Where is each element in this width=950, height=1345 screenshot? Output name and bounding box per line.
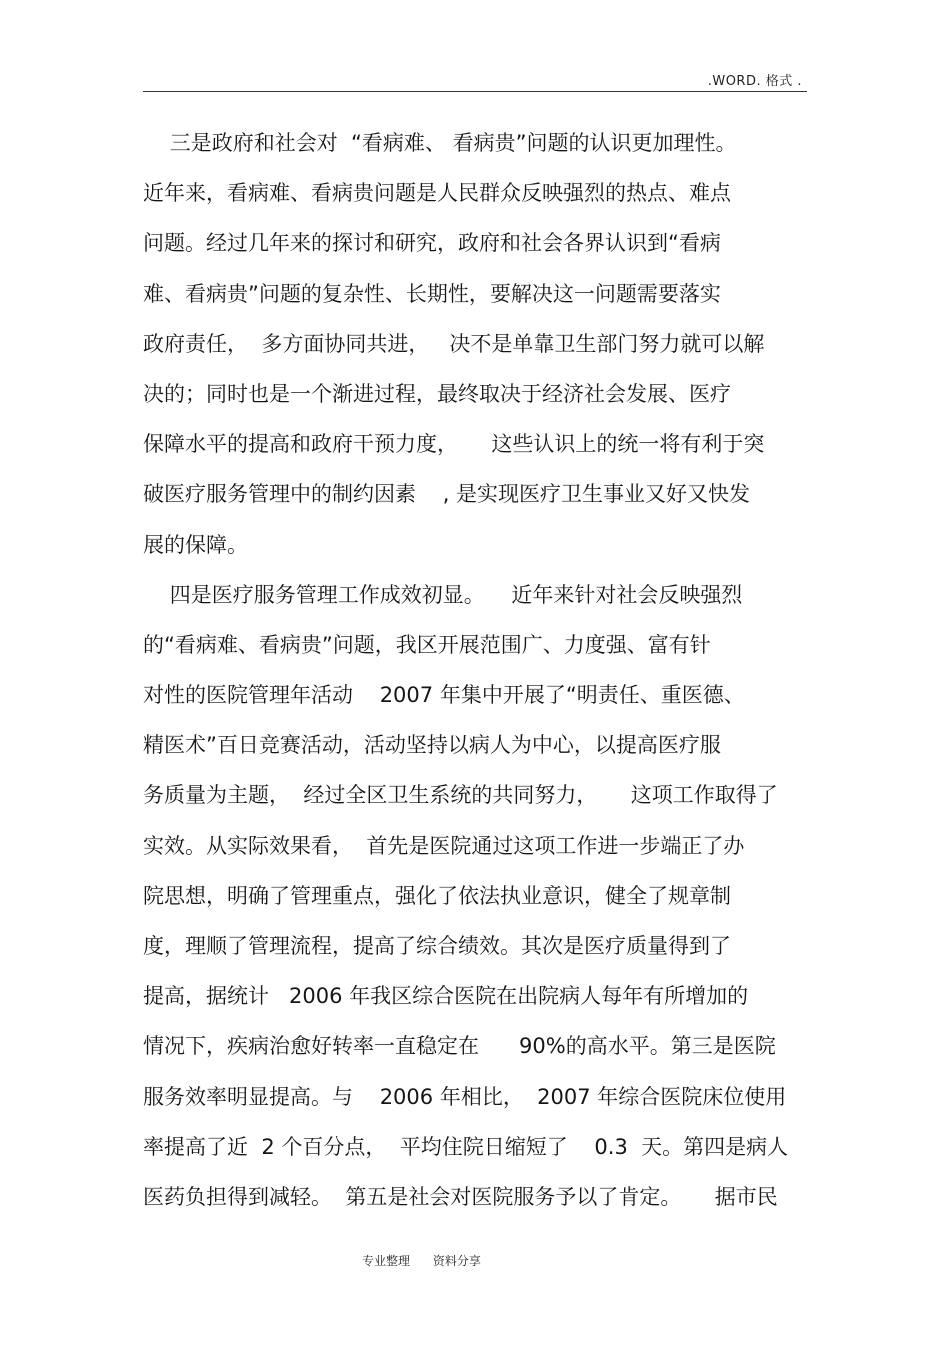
text-line: 破医疗服务管理中的制约因素 , 是实现医疗卫生事业又好又快发 — [143, 482, 751, 507]
text-line: 务质量为主题， 经过全区卫生系统的共同努力， 这项工作取得了 — [143, 783, 778, 808]
text-line: 对性的医院管理年活动 2007 年集中开展了“明责任、重医德、 — [143, 683, 745, 708]
text-line: 院思想，明确了管理重点，强化了依法执业意识，健全了规章制 — [143, 883, 731, 908]
text-line: 三是政府和社会对 “看病难、 看病贵”问题的认识更加理性。 — [143, 131, 737, 155]
text-line: 的“看病难、看病贵”问题，我区开展范围广、力度强、富有针 — [143, 632, 711, 657]
text-line: 医药负担得到减轻。 第五是社会对医院服务予以了肯定。 据市民 — [143, 1184, 778, 1209]
text-line: 服务效率明显提高。与 2006 年相比， 2007 年综合医院床位使用 — [143, 1084, 787, 1109]
page-footer: 专业整理 资料分享 — [362, 1254, 481, 1268]
text-line: 难、看病贵”问题的复杂性、长期性，要解决这一问题需要落实 — [143, 281, 721, 306]
text-line: 率提高了近 2 个百分点， 平均住院日缩短了 0.3 天。第四是病人 — [143, 1134, 789, 1159]
document-body — [143, 118, 823, 1222]
header-divider — [143, 91, 807, 92]
text-line: 四是医疗服务管理工作成效初显。 近年来针对社会反映强烈 — [143, 582, 743, 607]
text-line: 问题。经过几年来的探讨和研究，政府和社会各界认识到“看病 — [143, 231, 721, 256]
text-line: 情况下，疾病治愈好转率一直稳定在 90%的高水平。第三是医院 — [143, 1034, 776, 1059]
text-line: 决的；同时也是一个渐进过程，最终取决于经济社会发展、医疗 — [143, 381, 731, 406]
text-line: 展的保障。 — [143, 532, 248, 557]
header-format-label: .WORD. 格式 . — [707, 74, 802, 89]
text-line: 保障水平的提高和政府干预力度， 这些认识上的统一将有利于突 — [143, 432, 765, 457]
text-line: 实效。从实际效果看， 首先是医院通过这项工作进一步端正了办 — [143, 833, 745, 858]
text-line: 度，理顺了管理流程，提高了综合绩效。其次是医疗质量得到了 — [143, 934, 731, 958]
text-line: 提高，据统计 2006 年我区综合医院在出院病人每年有所增加的 — [143, 984, 749, 1009]
text-line: 近年来，看病难、看病贵问题是人民群众反映强烈的热点、难点 — [143, 181, 731, 206]
text-line: 精医术”百日竞赛活动，活动坚持以病人为中心，以提高医疗服 — [143, 733, 721, 758]
text-line: 政府责任， 多方面协同共进， 决不是单靠卫生部门努力就可以解 — [143, 331, 765, 356]
